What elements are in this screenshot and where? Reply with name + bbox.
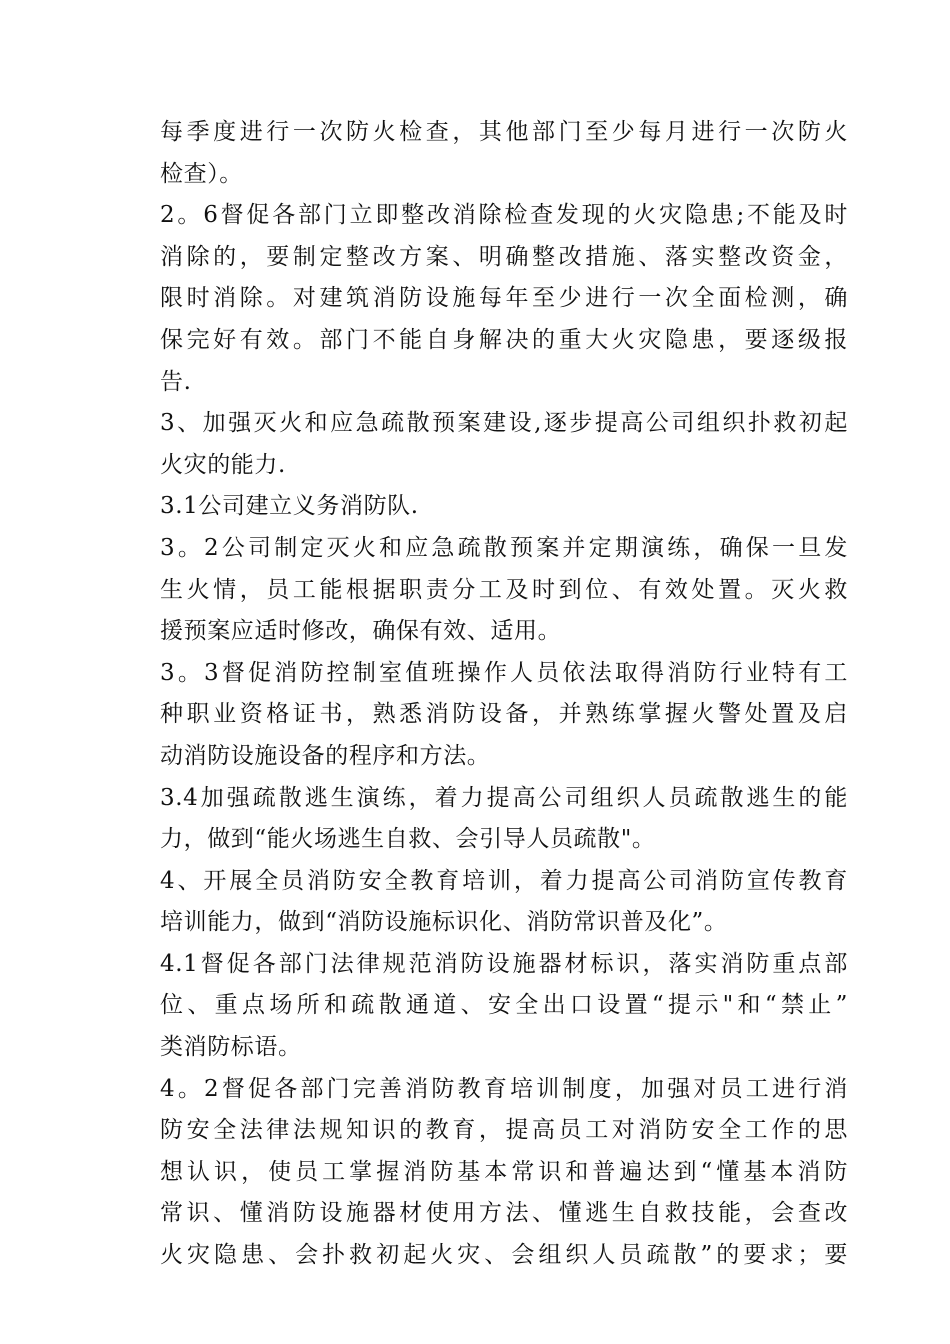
text-line: 2。6督促各部门立即整改消除检查发现的火灾隐患;不能及时 [160,202,848,229]
text-line: 3.4加强疏散逃生演练，着力提高公司组织人员疏散逃生的能 [160,784,848,811]
text-line: 想认识，使员工掌握消防基本常识和普遍达到“懂基本消防 [160,1158,848,1185]
paragraph-section-3 [160,403,848,486]
text-line: 生火情，员工能根据职责分工及时到位、有效处置。灭火救 [160,576,848,603]
text-line: 位、重点场所和疏散通道、安全出口设置“提示"和“禁止” [160,992,848,1019]
paragraph-section-4 [160,861,848,944]
text-line: 检查）。 [160,160,243,187]
text-line: 力，做到“能火场逃生自救、会引导人员疏散"。 [160,826,656,853]
text-line: 防安全法律法规知识的教育，提高员工对消防安全工作的思 [160,1117,848,1144]
text-line: 动消防设施设备的程序和方法。 [160,742,491,769]
text-line: 培训能力，做到“消防设施标识化、消防常识普及化”。 [160,909,728,936]
text-line: 3、加强灭火和应急疏散预案建设,逐步提高公司组织扑救初起 [160,410,848,437]
paragraph-2-6 [160,195,848,403]
text-line: 类消防标语。 [160,1034,302,1061]
document-page [160,112,848,1277]
text-line: 每季度进行一次防火检查，其他部门至少每月进行一次防火 [160,119,848,145]
paragraph-3-3 [160,653,848,778]
text-line: 4.1督促各部门法律规范消防设施器材标识，落实消防重点部 [160,950,848,977]
paragraph-4-1 [160,944,848,1069]
text-line: 火灾隐患、会扑救初起火灾、会组织人员疏散”的要求；要 [160,1242,848,1269]
paragraph-3-4 [160,778,848,861]
text-line: 援预案应适时修改，确保有效、适用。 [160,618,562,645]
paragraph-4-2 [160,1069,848,1277]
text-line: 保完好有效。部门不能自身解决的重大火灾隐患，要逐级报 [160,326,848,353]
text-line: 消除的，要制定整改方案、明确整改措施、落实整改资金， [160,243,848,270]
text-line: 常识、懂消防设施器材使用方法、懂逃生自救技能，会查改 [160,1200,848,1227]
paragraph-3-2 [160,528,848,653]
paragraph-inspection-end [160,112,848,195]
text-line: 3。3督促消防控制室值班操作人员依法取得消防行业特有工 [160,659,848,686]
text-line: 告. [160,368,192,395]
text-line: 火灾的能力. [160,451,286,478]
text-line: 4。2督促各部门完善消防教育培训制度，加强对员工进行消 [160,1075,848,1102]
text-line: 限时消除。对建筑消防设施每年至少进行一次全面检测，确 [160,285,848,312]
text-line: 4、开展全员消防安全教育培训，着力提高公司消防宣传教育 [160,867,848,894]
text-line: 3.1公司建立义务消防队. [160,493,419,520]
text-line: 3。2公司制定灭火和应急疏散预案并定期演练，确保一旦发 [160,534,848,561]
paragraph-3-1 [160,486,848,528]
text-line: 种职业资格证书，熟悉消防设备，并熟练掌握火警处置及启 [160,701,848,728]
